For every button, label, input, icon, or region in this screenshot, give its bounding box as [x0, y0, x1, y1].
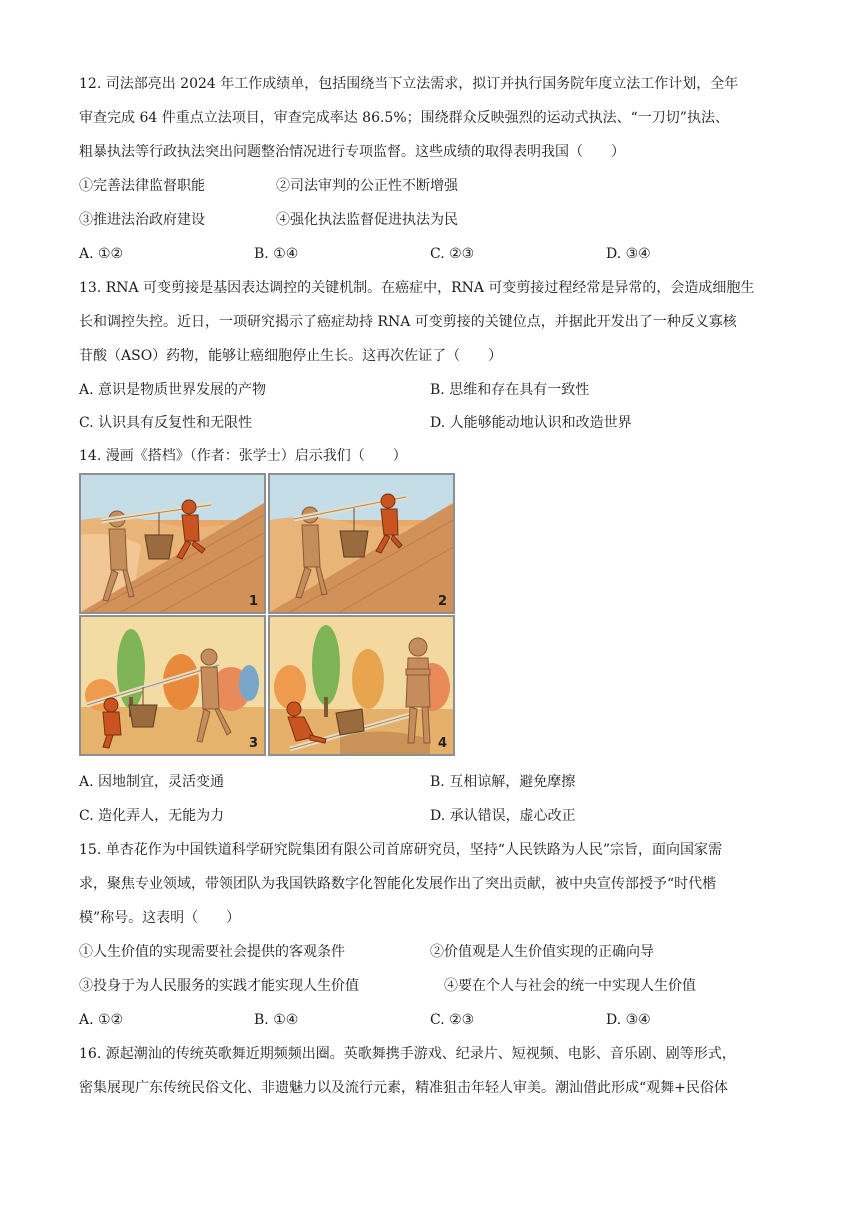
q12-statement-2: ②司法审判的公正性不断增强	[276, 178, 458, 194]
q15-stem-line-3: 模”称号。这表明（ ）	[79, 910, 241, 926]
q12-stem-line-1: 12. 司法部亮出 2024 年工作成绩单，包括围绕当下立法需求，拟订并执行国务院年度立法工作计划，全年	[79, 76, 739, 92]
q14-option-b[interactable]: B. 互相谅解，避免摩擦	[430, 774, 576, 790]
q13-stem-line-2: 长和调控失控。近日，一项研究揭示了癌症劫持 RNA 可变剪接的关键位点，并据此开发出了一种反义寡核	[79, 314, 737, 330]
q15-stem-line-2: 求，聚焦专业领域，带领团队为我国铁路数字化智能化发展作出了突出贡献，被中央宣传部授予“时代楷	[79, 876, 717, 892]
q13-option-a[interactable]: A. 意识是物质世界发展的产物	[79, 382, 267, 398]
q13-stem-line-1: 13. RNA 可变剪接是基因表达调控的关键机制。在癌症中，RNA 可变剪接过程经常是异常的，会造成细胞生	[79, 280, 755, 296]
q14-option-d[interactable]: D. 承认错误，虚心改正	[430, 808, 576, 824]
q12-statement-3: ③推进法治政府建设	[79, 212, 205, 228]
q13-option-c[interactable]: C. 认识具有反复性和无限性	[79, 415, 253, 431]
q12-statement-1: ①完善法律监督职能	[79, 178, 205, 194]
q12-stem-line-3: 粗暴执法等行政执法突出问题整治情况进行专项监督。这些成绩的取得表明我国（ ）	[79, 144, 625, 160]
panel-number-4: 4	[437, 736, 447, 751]
q15-option-d[interactable]: D. ③④	[606, 1012, 651, 1028]
comic-panel-4	[268, 615, 455, 756]
q16-stem-line-1: 16. 源起潮汕的传统英歌舞近期频频出圈。英歌舞携手游戏、纪录片、短视频、电影、音乐剧、剧等形式，	[79, 1046, 736, 1062]
comic-panel-3	[79, 615, 266, 756]
panel-number-2: 2	[437, 594, 447, 609]
q13-option-d[interactable]: D. 人能够能动地认识和改造世界	[430, 415, 632, 431]
q13-stem-line-3: 苷酸（ASO）药物，能够让癌细胞停止生长。这再次佐证了（ ）	[79, 348, 503, 364]
q15-statement-1: ①人生价值的实现需要社会提供的客观条件	[79, 944, 345, 960]
panel-number-1: 1	[248, 594, 258, 609]
q12-stem-line-2: 审查完成 64 件重点立法项目，审查完成率达 86.5%；围绕群众反映强烈的运动式执法、“一刀切”执法、	[79, 110, 729, 126]
q15-statement-3: ③投身于为人民服务的实践才能实现人生价值	[79, 978, 359, 994]
q12-option-a[interactable]: A. ①②	[79, 246, 124, 262]
q15-stem-line-1: 15. 单杏花作为中国铁道科学研究院集团有限公司首席研究员，坚持“人民铁路为人民”宗旨，面向国家需	[79, 842, 723, 858]
comic-panel-1	[79, 473, 266, 614]
q12-option-d[interactable]: D. ③④	[606, 246, 651, 262]
q15-option-a[interactable]: A. ①②	[79, 1012, 124, 1028]
q12-option-c[interactable]: C. ②③	[430, 246, 475, 262]
q15-statement-2: ②价值观是人生价值实现的正确向导	[430, 944, 654, 960]
q16-stem-line-2: 密集展现广东传统民俗文化、非遗魅力以及流行元素，精准狙击年轻人审美。潮汕借此形成“观舞+民俗体	[79, 1080, 728, 1096]
q13-option-b[interactable]: B. 思维和存在具有一致性	[430, 382, 590, 398]
panel-number-3: 3	[248, 736, 258, 751]
q14-option-a[interactable]: A. 因地制宜，灵活变通	[79, 774, 225, 790]
q15-option-b[interactable]: B. ①④	[254, 1012, 299, 1028]
q15-statement-4: ④要在个人与社会的统一中实现人生价值	[444, 978, 696, 994]
q14-option-c[interactable]: C. 造化弄人，无能为力	[79, 808, 225, 824]
q12-option-b[interactable]: B. ①④	[254, 246, 299, 262]
q14-stem: 14. 漫画《搭档》（作者：张学士）启示我们（ ）	[79, 448, 407, 464]
q12-statement-4: ④强化执法监督促进执法为民	[276, 212, 458, 228]
q15-option-c[interactable]: C. ②③	[430, 1012, 475, 1028]
comic-panel-2	[268, 473, 455, 614]
